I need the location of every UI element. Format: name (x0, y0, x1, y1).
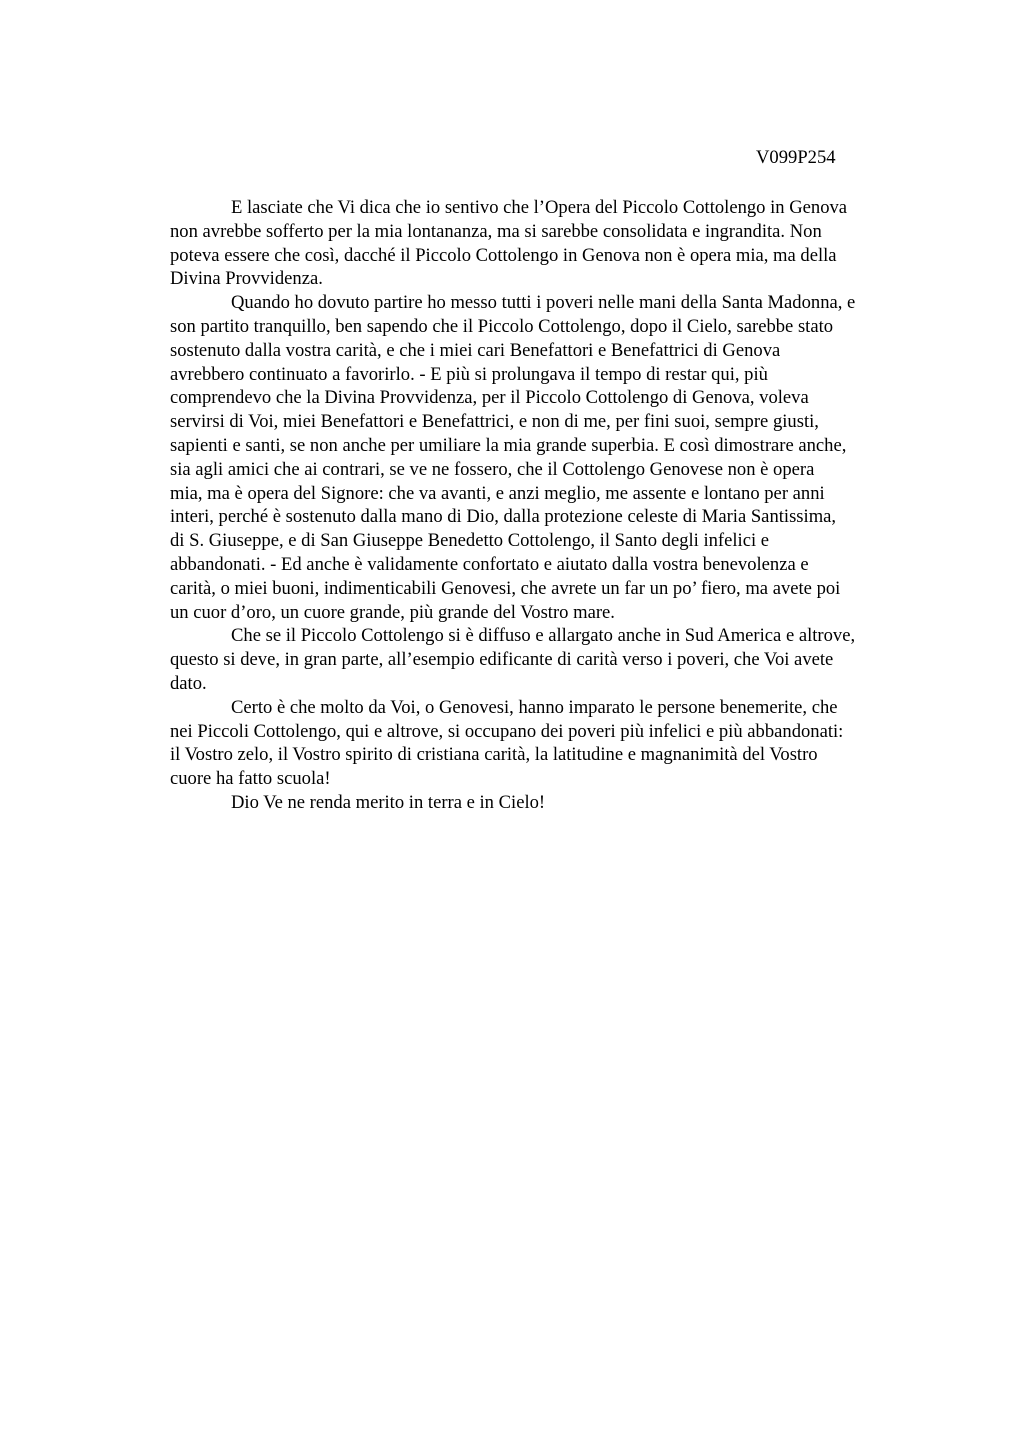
paragraph (170, 696, 940, 791)
paragraph-line: Che se il Piccolo Cottolengo si è diffuso e allargato anche in Sud America e altrove, (231, 625, 856, 647)
paragraph (170, 624, 940, 695)
paragraph (170, 291, 940, 624)
paragraph-line: Certo è che molto da Voi, o Genovesi, hanno imparato le persone benemerite, che (231, 696, 838, 718)
paragraph-line: avrebbero continuato a favorirlo. - E più si prolungava il tempo di restar qui, più (170, 363, 768, 385)
paragraph-line: sostenuto dalla vostra carità, e che i miei cari Benefattori e Benefattrici di Genova (170, 339, 781, 361)
paragraph-line: carità, o miei buoni, indimenticabili Genovesi, che avrete un far un po’ fiero, ma avete poi (170, 577, 841, 599)
paragraph-line: son partito tranquillo, ben sapendo che il Piccolo Cottolengo, dopo il Cielo, sarebbe stato (170, 315, 834, 337)
paragraph-line: mia, ma è opera del Signore: che va avanti, e anzi meglio, me assente e lontano per anni (170, 482, 825, 504)
paragraph-line: sapienti e santi, se non anche per umiliare la mia grande superbia. E così dimostrare anche, (170, 434, 847, 456)
paragraph-line: E lasciate che Vi dica che io sentivo che l’Opera del Piccolo Cottolengo in Genova (231, 197, 848, 218)
paragraph-line: un cuor d’oro, un cuore grande, più grande del Vostro mare. (170, 601, 615, 623)
paragraph-line: Dio Ve ne renda merito in terra e in Cielo! (231, 791, 546, 813)
paragraph (170, 196, 940, 291)
paragraph-line: abbandonati. - Ed anche è validamente confortato e aiutato dalla vostra benevolenza e (170, 553, 809, 575)
paragraph-line: poteva essere che così, dacché il Piccolo Cottolengo in Genova non è opera mia, ma della (170, 244, 837, 266)
paragraph-line: sia agli amici che ai contrari, se ve ne fossero, che il Cottolengo Genovese non è opera (170, 458, 815, 480)
page-code: V099P254 (756, 147, 836, 168)
paragraph-line: questo si deve, in gran parte, all’esempio edificante di carità verso i poveri, che Voi avete (170, 649, 834, 671)
body-text (170, 196, 940, 815)
paragraph-line: dato. (170, 672, 207, 694)
paragraph-line: servirsi di Voi, miei Benefattori e Benefattrici, e non di me, per fini suoi, sempre giusti, (170, 411, 819, 433)
paragraph-line: comprendevo che la Divina Provvidenza, per il Piccolo Cottolengo di Genova, voleva (170, 387, 809, 409)
paragraph-line: Divina Provvidenza. (170, 268, 323, 290)
paragraph-line: di S. Giuseppe, e di San Giuseppe Benedetto Cottolengo, il Santo degli infelici e (170, 530, 770, 552)
paragraph-line: il Vostro zelo, il Vostro spirito di cristiana carità, la latitudine e magnanimità del Vostro (170, 744, 818, 766)
paragraph-line: nei Piccoli Cottolengo, qui e altrove, si occupano dei poveri più infelici e più abbandonati: (170, 720, 844, 742)
paragraph-line: Quando ho dovuto partire ho messo tutti i poveri nelle mani della Santa Madonna, e (231, 292, 856, 314)
paragraph-line: cuore ha fatto scuola! (170, 768, 331, 790)
paragraph-line: interi, perché è sostenuto dalla mano di Dio, dalla protezione celeste di Maria Santissima, (170, 506, 837, 528)
paragraph (170, 791, 940, 815)
paragraph-line: non avrebbe sofferto per la mia lontananza, ma si sarebbe consolidata e ingrandita. Non (170, 220, 822, 242)
